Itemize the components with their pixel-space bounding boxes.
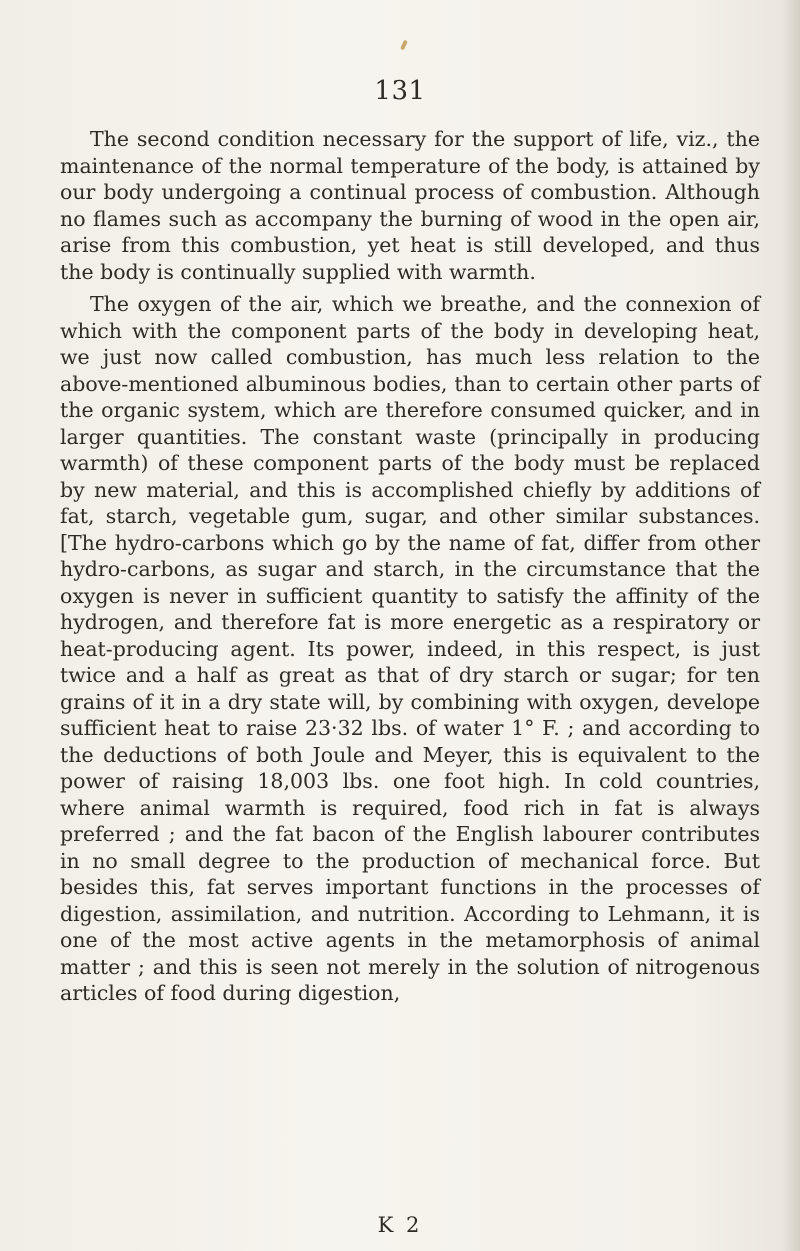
paper-speck (400, 40, 408, 51)
paragraph-combustion: The second condition necessary for the support of life, viz., the maintenance of the normal temperature of the body, is attained by our body undergoing a continual process of combustion. Although no flames such as accompany the burning of wood in the open air, arise from this combustion, yet heat is still developed, and thus the body is continually supplied with warmth. (60, 127, 760, 284)
page-number: 131 (374, 76, 426, 106)
printer-signature-mark: K 2 (377, 1213, 423, 1237)
body-text (60, 126, 760, 1007)
paragraph-oxygen-fat: The oxygen of the air, which we breathe, and the connexion of which with the component parts of the body in developing heat, we just now called combustion, has much less relation to the above-mentioned albuminous bodies, than to certain other parts of the organic system, which are therefore consumed quicker, and in larger quantities. The constant waste (principally in producing warmth) of these component parts of the body must be replaced by new material, and this is accomplished chiefly by additions of fat, starch, vegetable gum, sugar, and other similar substances. [The hydro-carbons which go by the name of fat, differ from other hydro-carbons, as sugar and starch, in the circumstance that the oxygen is never in sufficient quantity to satisfy the affinity of the hydrogen, and therefore fat is more energetic as a respiratory or heat-producing agent. Its power, indeed, in this respect, is just twice and a half as great as that of dry starch or sugar; for ten grains of it in a dry state will, by combining with oxygen, develope sufficient heat to raise 23·32 lbs. of water 1° F. ; and according to the deductions of both Joule and Meyer, this is equivalent to the power of raising 18,003 lbs. one foot high. In cold countries, where animal warmth is required, food rich in fat is always preferred ; and the fat bacon of the English labourer contributes in no small degree to the production of mechanical force. But besides this, fat serves important functions in the processes of digestion, assimilation, and nutrition. According to Lehmann, it is one of the most active agents in the metamorphosis of animal matter ; and this is seen not merely in the solution of nitrogenous articles of food during digestion, (60, 292, 760, 1005)
page-edge-shadow (782, 0, 800, 1251)
